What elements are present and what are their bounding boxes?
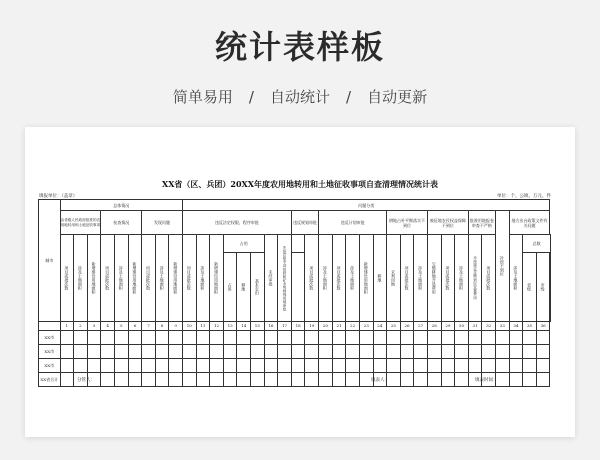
column-number: 20 <box>319 321 333 330</box>
statistics-table <box>38 199 551 387</box>
column-number: 31 <box>468 321 482 330</box>
column-number: 25 <box>387 321 401 330</box>
header-total: 总体情况 <box>60 200 182 211</box>
column-number: 28 <box>427 321 441 330</box>
header-col: 涉及土地面积 <box>319 235 333 321</box>
hero-subtitle <box>0 86 600 107</box>
header-group: 补偿不到位 <box>496 211 510 322</box>
header-group: 违反法定权限、程序审批 <box>182 211 291 235</box>
header-col <box>550 252 551 321</box>
reporting-unit: 填报单位：（盖章） <box>39 194 78 199</box>
column-number: 13 <box>223 321 237 330</box>
column-number: 24 <box>373 321 387 330</box>
header-col: 占用 <box>223 252 237 321</box>
header-group: 由省级人民政府批准的农用地转用和土地征收事项 <box>60 211 101 235</box>
header-group: 地方出台政策文件有关问题 <box>509 211 550 235</box>
header-col: 耕地 <box>237 252 251 321</box>
header-col: 新增建设用地面积 <box>87 235 101 321</box>
document-preview <box>25 127 575 437</box>
header-col: 耕地 <box>373 235 387 321</box>
table-row <box>39 331 551 345</box>
header-col: 涉及土地面积 <box>346 235 360 321</box>
header-col: 项目或批次数 <box>101 235 115 321</box>
subtitle-part: 简单易用 <box>172 88 233 106</box>
header-col: 涉及土地面积 <box>74 235 88 321</box>
column-number: 34 <box>509 321 523 330</box>
header-col: 项目或批次数 <box>142 235 156 321</box>
footer-date: 填表时间： <box>475 378 498 383</box>
units-note: 单位：个、公顷、万元、件 <box>497 194 551 199</box>
header-col: 新增建设用地面积 <box>359 235 373 321</box>
header-col: 新增建设用地面积 <box>169 235 183 321</box>
column-number: 15 <box>251 321 265 330</box>
column-number: 7 <box>142 321 156 330</box>
column-number: 35 <box>523 321 537 330</box>
column-number: 29 <box>441 321 455 330</box>
header-issues: 问题分类 <box>182 200 549 211</box>
column-number: 5 <box>114 321 128 330</box>
column-number: 4 <box>101 321 115 330</box>
column-number: 21 <box>332 321 346 330</box>
header-col: 涉及土地面积 <box>509 235 523 321</box>
header-col: 涉及土地面积 <box>114 235 128 321</box>
header-col: 项目或批次数 <box>441 235 455 321</box>
table-row <box>39 358 551 372</box>
column-number: 12 <box>210 321 224 330</box>
row-label: XX市 <box>39 331 61 345</box>
header-group: 检查情况 <box>101 211 142 235</box>
column-number: 27 <box>414 321 428 330</box>
column-number: 17 <box>278 321 292 330</box>
table-row <box>39 372 551 386</box>
header-group: 被征地农民权益保障不到位 <box>427 211 468 235</box>
column-number: 23 <box>359 321 373 330</box>
header-group: 违反计划审批 <box>319 211 387 235</box>
footer-filler: 填表人： <box>371 378 389 383</box>
column-number: 22 <box>346 321 360 330</box>
header-col: 未按规定足额到位安置费用 <box>468 235 482 321</box>
column-number: 16 <box>264 321 278 330</box>
header-col: 项目或批次数 <box>332 235 346 321</box>
header-col: 未经审批 <box>264 235 278 321</box>
column-number: 6 <box>128 321 142 330</box>
header-col: 项目或批次数 <box>482 235 496 321</box>
header-group: 发现问题 <box>142 211 183 235</box>
footer-supervisor: 分管人： <box>77 378 95 383</box>
column-number: 32 <box>482 321 496 330</box>
subtitle-part: 自动更新 <box>367 88 428 106</box>
header-col: 总数 <box>523 235 551 252</box>
header-col: 省级 <box>523 252 537 321</box>
column-number: 26 <box>400 321 414 330</box>
row-label: XX市 <box>39 345 61 359</box>
header-col: 占用 <box>223 235 264 252</box>
document-title: XX省（区、兵团）20XX年度农用地转用和土地征收事项自查清理情况统计表 <box>162 179 438 189</box>
column-number: 3 <box>87 321 101 330</box>
column-number-row <box>39 321 551 330</box>
header-col: 项目或批次数 <box>400 235 414 321</box>
header-col: 项目或批次数 <box>60 235 74 321</box>
column-number: 1 <box>60 321 74 330</box>
subtitle-part: 自动统计 <box>269 88 330 106</box>
header-city: 城市 <box>39 200 61 322</box>
row-label: XX市 <box>39 358 61 372</box>
header-col: 欠缴耕地开垦费用 <box>427 235 441 321</box>
column-number: 33 <box>496 321 510 330</box>
hero-title: 统计表样板 <box>214 28 385 66</box>
column-number: 9 <box>169 321 183 330</box>
subtitle-separator: / <box>346 88 352 106</box>
column-number: 11 <box>196 321 210 330</box>
header-group: 批准用地报卷审查不严格 <box>468 211 495 235</box>
column-number: 10 <box>182 321 196 330</box>
subtitle-separator: / <box>248 88 254 106</box>
column-number: 2 <box>74 321 88 330</box>
header-col: 项目或批次数 <box>182 235 196 321</box>
header-col: 基本农田 <box>251 252 265 321</box>
header-group: 违反规划审批 <box>291 211 318 235</box>
table-row <box>39 345 551 359</box>
row-label: XX省合计 <box>39 372 61 386</box>
column-number: 36 <box>536 321 550 330</box>
column-number: 14 <box>237 321 251 330</box>
header-col: 市级 <box>536 252 550 321</box>
header-col: 新增建设用地面积 <box>128 235 142 321</box>
column-number: 30 <box>455 321 469 330</box>
header-col: 涉及土地面积 <box>155 235 169 321</box>
header-group: 耕地占补平衡落实不到位 <box>387 211 428 235</box>
header-col: 先批后报专项批转和矿业等特殊用地审批 <box>278 235 292 321</box>
column-number: 19 <box>305 321 319 330</box>
header-col: 新增建设用地面积 <box>210 235 224 321</box>
header-col: 涉及土地面积 <box>414 235 428 321</box>
column-number: 18 <box>291 321 305 330</box>
column-number: 8 <box>155 321 169 330</box>
header-col: 涉及土地面积 <box>196 235 210 321</box>
header-col: 涉及土地面积 <box>455 235 469 321</box>
header-col: 未利用地 <box>387 235 401 321</box>
header-col: 项目或批次数 <box>305 235 319 321</box>
